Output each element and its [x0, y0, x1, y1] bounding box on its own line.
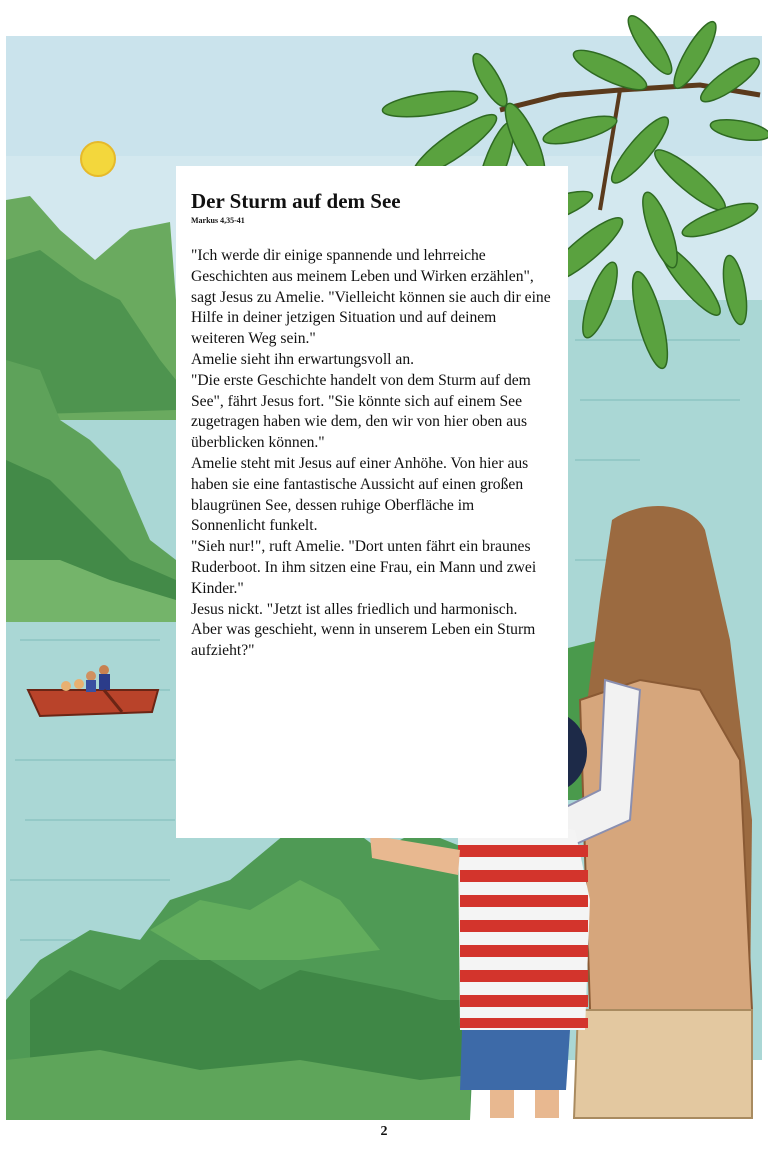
- story-paragraph: "Die erste Geschichte handelt von dem Sturm auf dem See", fährt Jesus fort. "Sie könnte sich auf einem See zugetragen haben wie dem, den wir von hier oben aus überblicken können.": [191, 371, 531, 452]
- forested-hills: [6, 196, 176, 622]
- story-text-panel: [176, 166, 568, 838]
- story-paragraph: Amelie sieht ihn erwartungsvoll an.: [191, 350, 415, 368]
- story-body: [191, 246, 568, 662]
- story-paragraph: Amelie steht mit Jesus auf einer Anhöhe. Von hier aus haben sie eine fantastische Aussicht auf einen großen blaugrünen See, dessen ruhige Oberfläche im Sonnenlicht funkelt.: [191, 454, 529, 535]
- story-title: Der Sturm auf dem See: [191, 189, 401, 213]
- bible-reference: Markus 4,35-41: [191, 216, 245, 225]
- page-number: 2: [380, 1124, 388, 1139]
- story-paragraph: "Ich werde dir einige spannende und lehrreiche Geschichten aus meinem Leben und Wirken erzählen", sagt Jesus zu Amelie. "Vielleicht können sie auch dir eine Hilfe in deiner jetzigen Situation und auf deinem weiteren Weg sein.": [191, 247, 551, 348]
- sun: [81, 142, 115, 176]
- story-paragraph: "Sieh nur!", ruft Amelie. "Dort unten fährt ein braunes Ruderboot. In ihm sitzen eine Frau, ein Mann und zwei Kinder.": [191, 538, 537, 597]
- story-paragraph: Jesus nickt. "Jetzt ist alles friedlich und harmonisch. Aber was geschieht, wenn in unserem Leben ein Sturm aufzieht?": [191, 600, 536, 660]
